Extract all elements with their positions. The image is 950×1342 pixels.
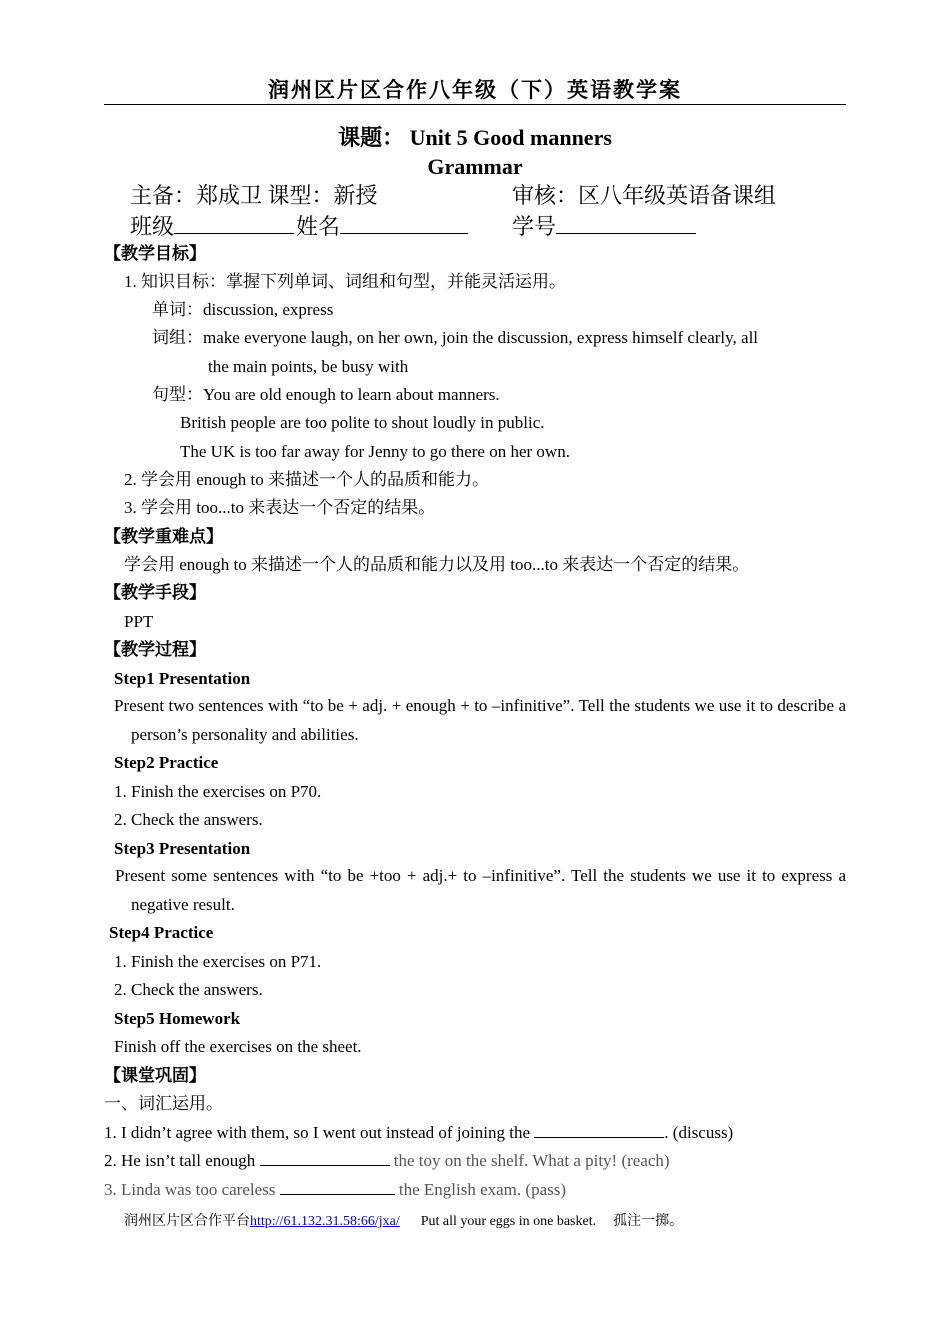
class-label: 班级 xyxy=(130,214,175,239)
meta-review: 审核：区八年级英语备课组 xyxy=(512,183,777,208)
step4-item-2: 2. Check the answers. xyxy=(114,980,263,999)
objective-item-3: 3. 学会用 too...to 来表达一个否定的结果。 xyxy=(124,498,436,517)
page-footer xyxy=(124,1212,683,1232)
lesson-topic xyxy=(104,124,846,152)
q3-after: the English exam. (pass) xyxy=(398,1180,567,1199)
step2-title: Step2 Practice xyxy=(114,753,219,772)
topic-line-2: Grammar xyxy=(427,154,523,179)
objective-phrases-1: 词组：make everyone laugh, on her own, join the discussion, express himself clearly, all xyxy=(152,328,759,347)
step2-item-1: 1. Finish the exercises on P70. xyxy=(114,782,322,801)
objective-phrases-2: the main points, be busy with xyxy=(208,357,409,376)
objectives-heading: 【教学目标】 xyxy=(104,244,206,263)
objective-sentences-2: British people are too polite to shout loudly in public. xyxy=(180,413,545,432)
footer-motto-cn: 孤注一掷。 xyxy=(613,1214,684,1229)
q3-answer-blank[interactable] xyxy=(280,1180,395,1195)
step3-text xyxy=(115,862,846,919)
q1-answer-blank[interactable] xyxy=(534,1123,664,1138)
consolidation-section: 一、词汇运用。 xyxy=(104,1094,223,1113)
exercise-q1 xyxy=(104,1122,733,1144)
exercise-q3 xyxy=(104,1179,566,1201)
q2-after: the toy on the shelf. What a pity! (reach) xyxy=(393,1151,670,1170)
q2-answer-blank[interactable] xyxy=(260,1151,390,1166)
consolidation-heading: 【课堂巩固】 xyxy=(104,1066,206,1085)
objective-words: 单词：discussion, express xyxy=(152,300,334,319)
objective-sentences-1: 句型：You are old enough to learn about manners. xyxy=(152,385,500,404)
objective-sentences-3: The UK is too far away for Jenny to go there on her own. xyxy=(180,442,570,461)
number-field[interactable] xyxy=(512,211,696,241)
lesson-subtopic xyxy=(104,153,846,181)
key-points-text: 学会用 enough to 来描述一个人的品质和能力以及用 too...to 来表达一个否定的结果。 xyxy=(124,555,750,574)
objective-item-1: 1. 知识目标：掌握下列单词、词组和句型，并能灵活运用。 xyxy=(124,272,566,291)
footer-motto: Put all your eggs in one basket. xyxy=(420,1214,597,1229)
process-heading: 【教学过程】 xyxy=(104,640,206,659)
name-field[interactable] xyxy=(296,211,468,241)
exercise-q2 xyxy=(104,1150,670,1172)
objective-item-2: 2. 学会用 enough to 来描述一个人的品质和能力。 xyxy=(124,470,490,489)
key-points-heading: 【教学重难点】 xyxy=(104,527,223,546)
topic-line-1: 课题： Unit 5 Good manners xyxy=(338,125,612,150)
step1-text-content: Present two sentences with “to be + adj. + enough + to –infinitive”. Tell the students we use it to describe a person’s personality and abilities. xyxy=(114,696,846,744)
q3-before: 3. Linda was too careless xyxy=(104,1180,276,1199)
footer-platform: 润州区片区合作平台 xyxy=(124,1214,250,1229)
step1-text xyxy=(114,692,846,749)
number-blank[interactable] xyxy=(556,211,696,234)
meta-prep: 主备：郑成卫 课型：新授 xyxy=(130,183,378,208)
class-field[interactable] xyxy=(130,211,294,241)
step4-title: Step4 Practice xyxy=(109,923,214,942)
step3-title: Step3 Presentation xyxy=(114,839,251,858)
footer-link[interactable]: http://61.132.31.58:66/jxa/ xyxy=(250,1214,400,1229)
class-blank[interactable] xyxy=(174,211,294,234)
step2-item-2: 2. Check the answers. xyxy=(114,810,263,829)
q2-before: 2. He isn’t tall enough xyxy=(104,1151,256,1170)
step3-text-content: Present some sentences with “to be +too + adj.+ to –infinitive”. Tell the students we use it to express a negative result. xyxy=(115,866,846,914)
number-label: 学号 xyxy=(512,214,557,239)
document-header-title: 润州区片区合作八年级（下）英语教学案 xyxy=(104,76,846,105)
name-blank[interactable] xyxy=(340,211,468,234)
step5-title: Step5 Homework xyxy=(114,1009,241,1028)
methods-heading: 【教学手段】 xyxy=(104,583,206,602)
step4-item-1: 1. Finish the exercises on P71. xyxy=(114,952,322,971)
name-label: 姓名 xyxy=(296,214,341,239)
methods-text: PPT xyxy=(124,612,154,631)
q1-before: 1. I didn’t agree with them, so I went out instead of joining the xyxy=(104,1123,531,1142)
step1-title: Step1 Presentation xyxy=(114,669,251,688)
q1-after: . (discuss) xyxy=(664,1123,734,1142)
step5-text: Finish off the exercises on the sheet. xyxy=(114,1037,362,1056)
